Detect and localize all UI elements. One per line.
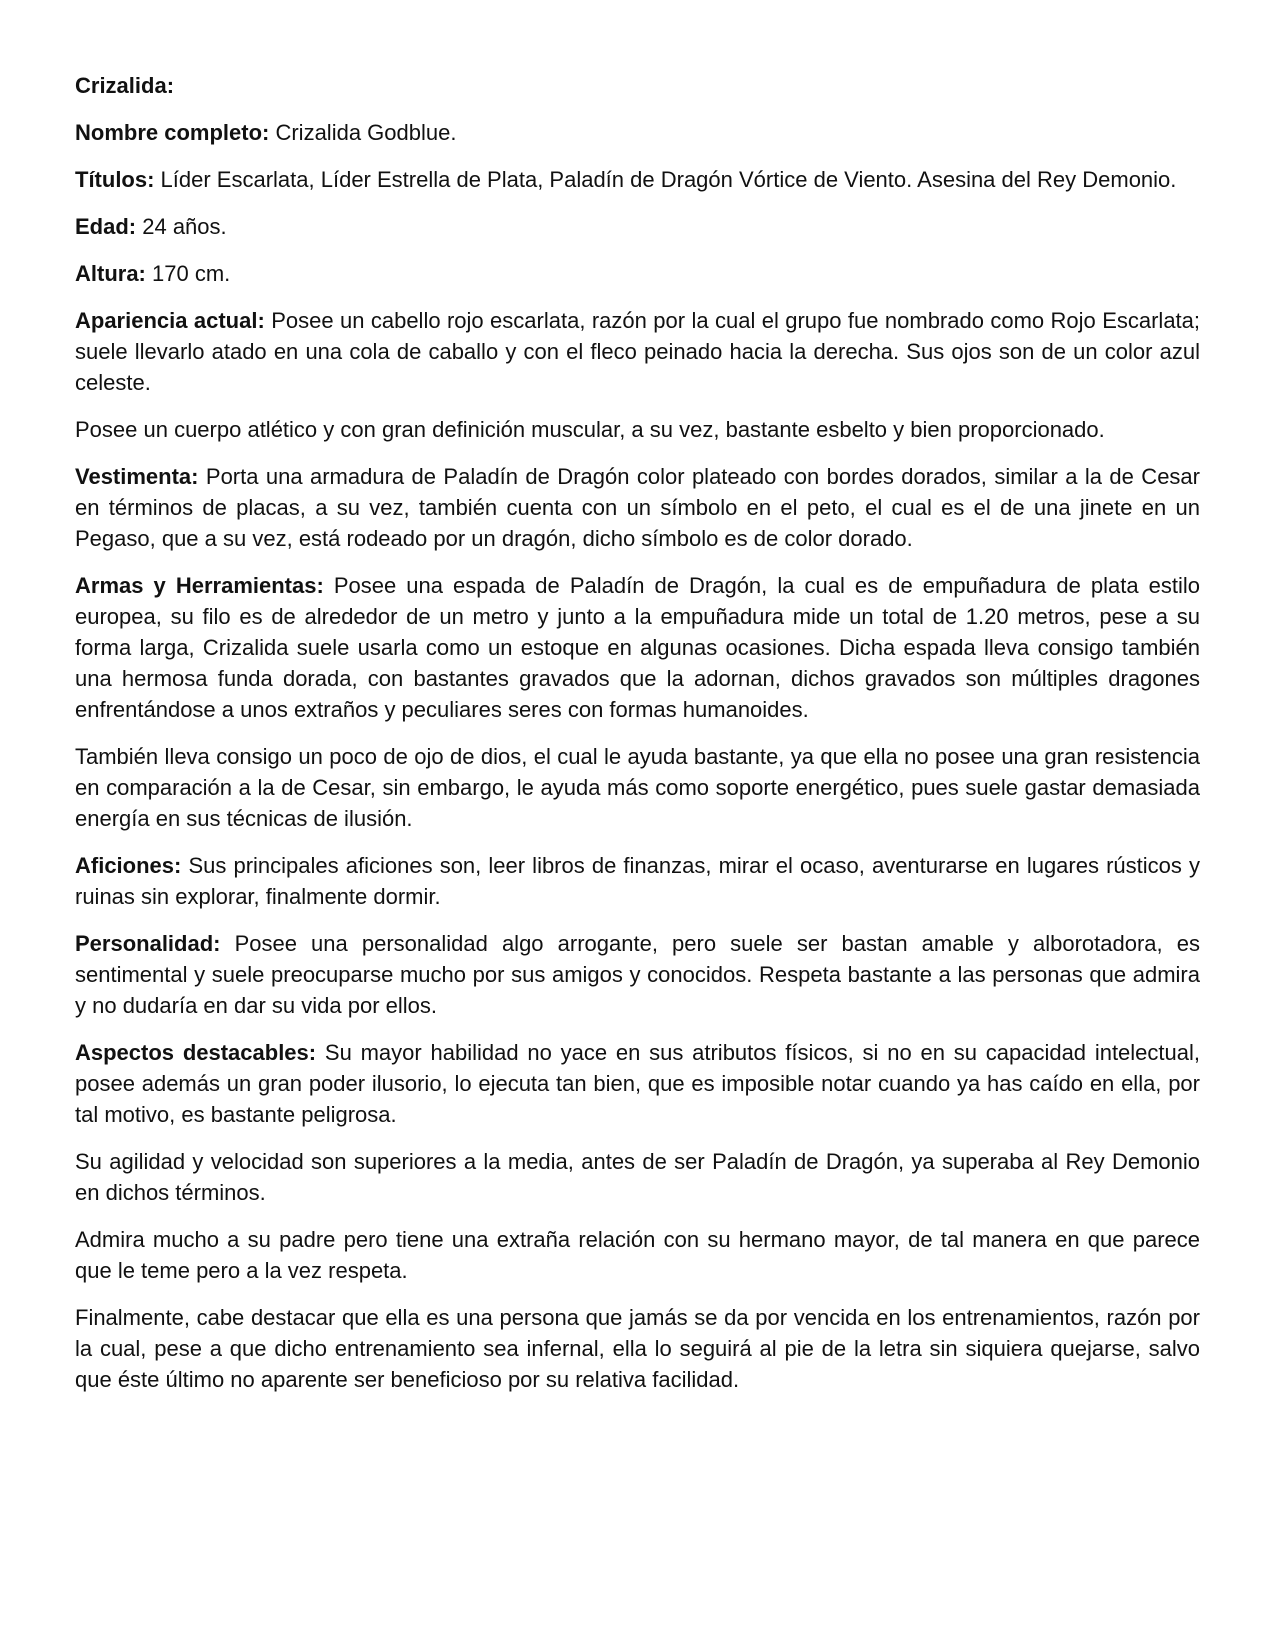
- field-text: Su mayor habilidad no yace en sus atributos físicos, si no en su capacidad intelectual, posee además un gran poder ilusorio, lo ejecuta tan bien, que es imposible notar cuando ya has caído en ella, por tal motivo, es bastante peligrosa.: [75, 1040, 1200, 1127]
- field-aspectos-destacables: [75, 1037, 1200, 1130]
- field-text: 170 cm.: [145, 261, 231, 286]
- field-aficiones: [75, 850, 1200, 912]
- field-label: Apariencia actual:: [75, 308, 265, 333]
- paragraph-finalmente: [75, 1302, 1200, 1395]
- field-nombre-completo: [75, 117, 1200, 148]
- paragraph-text: Admira mucho a su padre pero tiene una extraña relación con su hermano mayor, de tal manera en que parece que le teme pero a la vez respeta.: [75, 1227, 1200, 1283]
- field-text: Porta una armadura de Paladín de Dragón color plateado con bordes dorados, similar a la de Cesar en términos de placas, a su vez, también cuenta con un símbolo en el peto, el cual es el de una jinete en un Pegaso, que a su vez, está rodeado por un dragón, dicho símbolo es de color dorado.: [75, 464, 1200, 551]
- field-edad: [75, 211, 1200, 242]
- field-text: Posee un cabello rojo escarlata, razón por la cual el grupo fue nombrado como Rojo Escarlata; suele llevarlo atado en una cola de caballo y con el fleco peinado hacia la derecha. Sus ojos son de un color azul celeste.: [75, 308, 1201, 395]
- paragraph-cuerpo: [75, 414, 1200, 445]
- field-label: Edad:: [75, 214, 137, 239]
- field-label: Títulos:: [75, 167, 155, 192]
- paragraph-text: Posee un cuerpo atlético y con gran definición muscular, a su vez, bastante esbelto y bien proporcionado.: [75, 417, 1105, 442]
- field-text: Crizalida Godblue.: [269, 120, 457, 145]
- field-titulos: [75, 164, 1200, 195]
- field-label: Vestimenta:: [75, 464, 199, 489]
- field-label: Personalidad:: [75, 931, 221, 956]
- field-altura: [75, 258, 1200, 289]
- field-label: Nombre completo:: [75, 120, 270, 145]
- field-label: Altura:: [75, 261, 146, 286]
- document-page: [75, 70, 1200, 1411]
- field-armas-herramientas: [75, 570, 1200, 725]
- field-vestimenta: [75, 461, 1200, 554]
- field-text: 24 años.: [136, 214, 227, 239]
- paragraph-text: Finalmente, cabe destacar que ella es una persona que jamás se da por vencida en los entrenamientos, razón por la cual, pese a que dicho entrenamiento sea infernal, ella lo seguirá al pie de la letra sin siquiera quejarse, salvo que éste último no aparente ser beneficioso por su relativa facilidad.: [75, 1305, 1200, 1392]
- field-text: Posee una espada de Paladín de Dragón, la cual es de empuñadura de plata estilo europea, su filo es de alrededor de un metro y junto a la empuñadura mide un total de 1.20 metros, pese a su forma larga, Crizalida suele usarla como un estoque en algunas ocasiones. Dicha espada lleva consigo también una hermosa funda dorada, con bastantes gravados que la adornan, dichos gravados son múltiples dragones enfrentándose a unos extraños y peculiares seres con formas humanoides.: [75, 573, 1200, 722]
- document-title: Crizalida:: [75, 73, 175, 98]
- paragraph-text: Su agilidad y velocidad son superiores a la media, antes de ser Paladín de Dragón, ya superaba al Rey Demonio en dichos términos.: [75, 1149, 1200, 1205]
- field-text: Líder Escarlata, Líder Estrella de Plata, Paladín de Dragón Vórtice de Viento. Asesina del Rey Demonio.: [154, 167, 1177, 192]
- field-text: Posee una personalidad algo arrogante, pero suele ser bastan amable y alborotadora, es sentimental y suele preocuparse mucho por sus amigos y conocidos. Respeta bastante a las personas que admira y no dudaría en dar su vida por ellos.: [75, 931, 1200, 1018]
- field-apariencia-actual: [75, 305, 1200, 398]
- field-text: Sus principales aficiones son, leer libros de finanzas, mirar el ocaso, aventurarse en lugares rústicos y ruinas sin explorar, finalmente dormir.: [75, 853, 1200, 909]
- paragraph-ojo-de-dios: [75, 741, 1200, 834]
- paragraph-agilidad: [75, 1146, 1200, 1208]
- field-label: Armas y Herramientas:: [75, 573, 324, 598]
- field-label: Aficiones:: [75, 853, 182, 878]
- field-personalidad: [75, 928, 1200, 1021]
- paragraph-familia: [75, 1224, 1200, 1286]
- field-label: Aspectos destacables:: [75, 1040, 317, 1065]
- paragraph-text: También lleva consigo un poco de ojo de dios, el cual le ayuda bastante, ya que ella no posee una gran resistencia en comparación a la de Cesar, sin embargo, le ayuda más como soporte energético, pues suele gastar demasiada energía en sus técnicas de ilusión.: [75, 744, 1200, 831]
